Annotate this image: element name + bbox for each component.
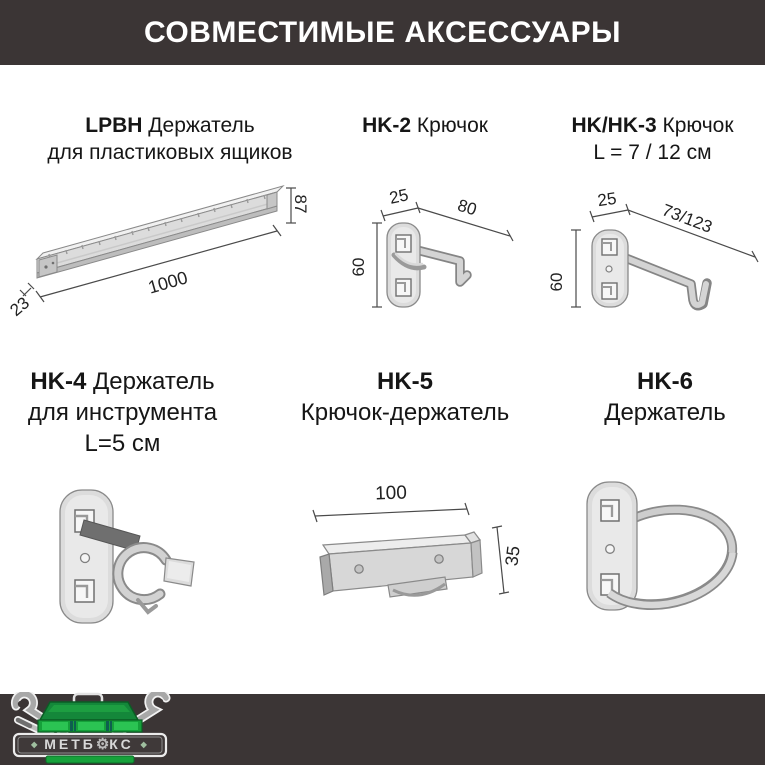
hk4-title [10, 366, 235, 459]
brand-name-part2: КС [109, 736, 134, 752]
hk6-model: HK-6 [636, 368, 693, 395]
hk2-title [340, 112, 510, 139]
hk5-model: HK-5 [376, 368, 433, 395]
hk5-title [280, 366, 530, 428]
hk4-subtitle: для инструмента [27, 399, 218, 426]
hk5-dim-length-line [313, 503, 469, 522]
diamond-right-icon: ◆ [140, 740, 147, 749]
hk3-subtitle: L = 7 / 12 см [593, 141, 712, 164]
hk3-dim-height: 60 [547, 272, 566, 292]
hk6-type: Держатель [604, 399, 726, 426]
gear-icon: ⚙ [95, 736, 110, 753]
hk3-model: HK/HK-3 [571, 114, 657, 137]
lpbh-type: Держатель [148, 114, 255, 137]
hk2-dim-height-line [372, 223, 382, 307]
hk2-type: Крючок [416, 114, 488, 137]
hk4-type: Держатель [93, 368, 215, 395]
brand-name-part1: МЕТБ [44, 736, 96, 752]
hk6-drawing [572, 462, 762, 637]
hk3-dim-length: 73/123 [659, 200, 715, 237]
brand-base-bar [46, 756, 134, 763]
hk2-drawing [348, 183, 523, 318]
hk2-dim-length: 80 [455, 195, 479, 220]
hk2-model: HK-2 [362, 114, 412, 137]
hk2-dim-height: 60 [349, 257, 368, 277]
header-bar [0, 0, 765, 65]
hk2-dim-width: 25 [387, 185, 411, 208]
hk5-dim-length: 100 [374, 482, 408, 505]
diamond-left-icon: ◆ [31, 740, 38, 749]
lpbh-dim-height: 87 [291, 194, 310, 214]
hk3-dim-height-line [571, 230, 581, 307]
page-title: СОВМЕСТИМЫЕ АКСЕССУАРЫ [143, 16, 622, 49]
hk5-type: Крючок-держатель [300, 399, 510, 426]
hk5-dim-height: 35 [501, 544, 524, 568]
hk3-title [540, 112, 765, 166]
lpbh-drawing [15, 175, 315, 330]
lpbh-dim-depth: 23 [6, 293, 34, 320]
hk4-model: HK-4 [30, 368, 87, 395]
hk3-drawing [543, 183, 765, 328]
lpbh-dim-length: 1000 [145, 267, 190, 298]
lpbh-model: LPBH [85, 114, 143, 137]
hk6-title [570, 366, 760, 428]
hk3-type: Крючок [662, 114, 734, 137]
lpbh-title [25, 112, 315, 166]
brand-name [16, 733, 162, 756]
lpbh-subtitle: для пластиковых ящиков [47, 141, 293, 164]
hk4-drawing [28, 470, 223, 635]
hk3-dim-width: 25 [596, 188, 618, 211]
hk4-length-note: L=5 см [84, 430, 161, 457]
